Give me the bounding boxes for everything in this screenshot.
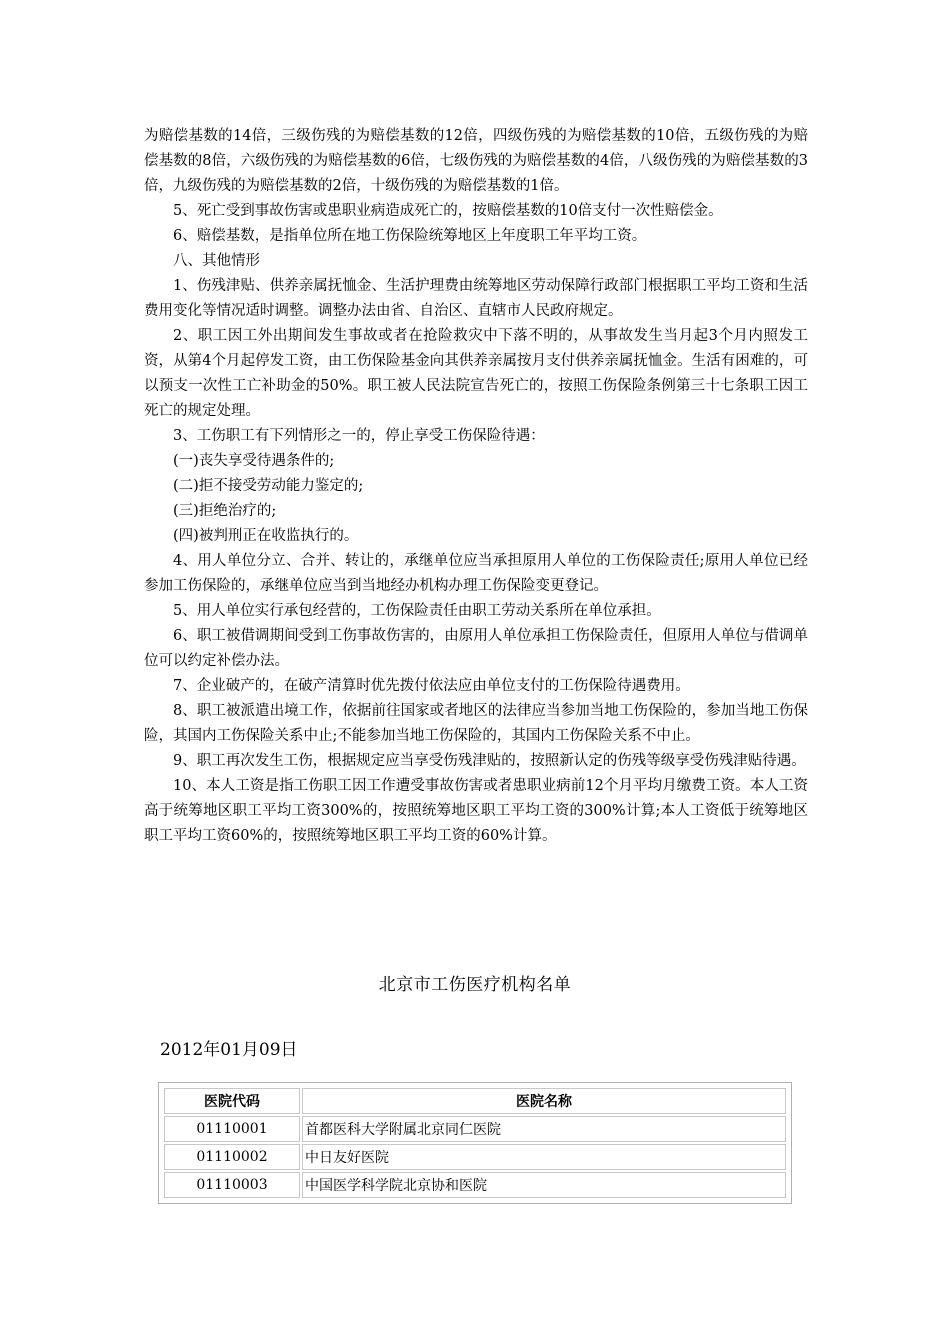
paragraph: 6、赔偿基数，是指单位所在地工伤保险统筹地区上年度职工年平均工资。 [173,228,647,244]
paragraph: 1、伤残津贴、供养亲属抚恤金、生活护理费由统筹地区劳动保障行政部门根据职工平均工资和生活费用变化等情况适时调整。调整办法由省、自治区、直辖市人民政府规定。 [144,278,808,319]
hospital-name-cell: 中国医学科学院北京协和医院 [302,1172,786,1198]
paragraph: 10、本人工资是指工伤职工因工作遭受事故伤害或者患职业病前12个月平均月缴费工资。本人工资高于统筹地区职工平均工资300%的，按照统筹地区职工平均工资的300%计算;本人工资低于统筹地区职工平均工资60%的，按照统筹地区职工平均工资的60%计算。 [144,778,808,844]
list-title: 北京市工伤医疗机构名单 [378,975,572,995]
list-item: (二)拒不接受劳动能力鉴定的; [173,478,364,494]
paragraph: 2、职工因工外出期间发生事故或者在抢险救灾中下落不明的，从事故发生当月起3个月内照发工资，从第4个月起停发工资，由工伤保险基金向其供养亲属按月支付供养亲属抚恤金。生活有困难的，可以预支一次性工亡补助金的50%。职工被人民法院宣告死亡的，按照工伤保险条例第三十七条职工因工死亡的规定处理。 [144,328,808,419]
paragraph: 7、企业破产的，在破产清算时优先拨付依法应由单位支付的工伤保险待遇费用。 [173,678,690,694]
column-header-code: 医院代码 [164,1088,300,1114]
paragraph: 3、工伤职工有下列情形之一的，停止享受工伤保险待遇： [173,428,545,444]
hospital-name-cell: 首都医科大学附属北京同仁医院 [302,1116,786,1142]
paragraph: 为赔偿基数的14倍，三级伤残的为赔偿基数的12倍，四级伤残的为赔偿基数的10倍，五级伤残的为赔偿基数的8倍，六级伤残的为赔偿基数的6倍，七级伤残的为赔偿基数的4倍，八级伤残的为赔偿基数的3倍，九级伤残的为赔偿基数的2倍，十级伤残的为赔偿基数的1倍。 [144,128,808,194]
table-row [164,1172,786,1198]
list-item: (三)拒绝治疗的; [173,503,277,519]
paragraph: 6、职工被借调期间受到工伤事故伤害的，由原用人单位承担工伤保险责任，但原用人单位与借调单位可以约定补偿办法。 [144,628,808,669]
column-header-name: 医院名称 [302,1088,786,1114]
document-body [144,124,808,849]
section-heading: 八、其他情形 [173,253,260,269]
paragraph: 9、职工再次发生工伤，根据规定应当享受伤残津贴的，按照新认定的伤残等级享受伤残津贴待遇。 [173,753,806,769]
list-item: (四)被判刑正在收监执行的。 [173,528,359,544]
hospital-code-cell: 01110002 [164,1144,300,1170]
table-row [164,1144,786,1170]
table-row [164,1116,786,1142]
hospital-code-cell: 01110003 [164,1172,300,1198]
paragraph: 4、用人单位分立、合并、转让的，承继单位应当承担原用人单位的工伤保险责任;原用人单位已经参加工伤保险的，承继单位应当到当地经办机构办理工伤保险变更登记。 [144,553,808,594]
table-header-row [164,1088,786,1114]
paragraph: 5、死亡受到事故伤害或患职业病造成死亡的，按赔偿基数的10倍支付一次性赔偿金。 [173,203,723,219]
hospital-code-cell: 01110001 [164,1116,300,1142]
paragraph: 8、职工被派遣出境工作，依据前往国家或者地区的法律应当参加当地工伤保险的，参加当地工伤保险，其国内工伤保险关系中止;不能参加当地工伤保险的，其国内工伤保险关系不中止。 [144,703,808,744]
list-item: (一)丧失享受待遇条件的; [173,453,335,469]
list-date: 2012年01月09日 [160,1040,298,1060]
hospital-table [158,1082,792,1204]
hospital-name-cell: 中日友好医院 [302,1144,786,1170]
paragraph: 5、用人单位实行承包经营的，工伤保险责任由职工劳动关系所在单位承担。 [173,603,661,619]
